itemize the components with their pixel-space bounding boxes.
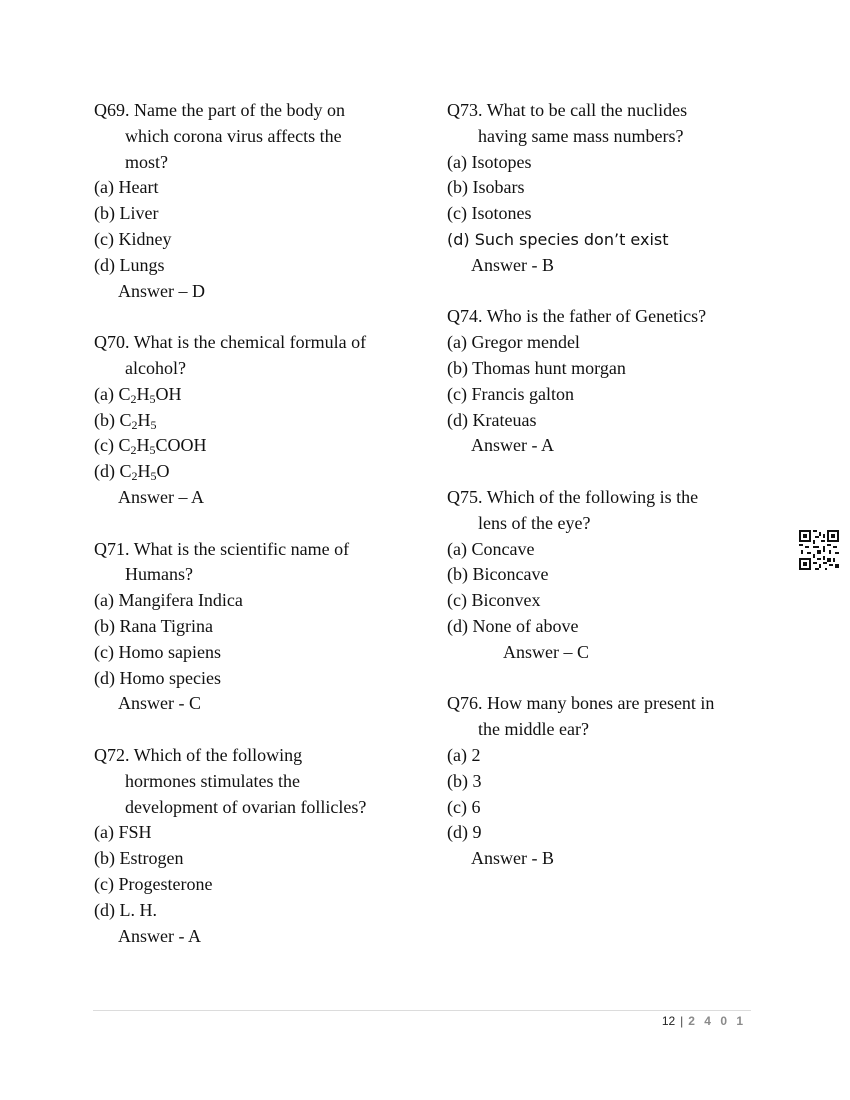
option-b: (b) Isobars bbox=[447, 177, 525, 198]
page-number: 12 bbox=[661, 1014, 676, 1028]
question-block-q70 bbox=[94, 330, 414, 511]
option-b: (b) 3 bbox=[447, 770, 482, 791]
question-text: Q76. How many bones are present in bbox=[447, 693, 715, 714]
option-c: (c) Kidney bbox=[94, 228, 172, 249]
option-d: (d) $C_2H_5O$ bbox=[94, 461, 170, 484]
option-c: (c) Isotones bbox=[447, 203, 532, 224]
option-c: (c) Homo sapiens bbox=[94, 641, 221, 662]
right-column bbox=[447, 98, 777, 872]
question-text: Q74. Who is the father of Genetics? bbox=[447, 306, 707, 327]
document-code: 2 4 0 1 bbox=[688, 1014, 746, 1028]
question-text: Q69. Name the part of the body on bbox=[94, 100, 345, 120]
option-b: (b) $C_2H_5$ bbox=[94, 409, 157, 432]
option-d: (d) Such species don’t exist bbox=[447, 229, 669, 249]
question-block-q76 bbox=[447, 691, 777, 872]
option-c: (c) Biconvex bbox=[447, 590, 541, 611]
answer: Answer – C bbox=[503, 641, 589, 662]
question-block-q74 bbox=[447, 304, 777, 459]
question-block-q73 bbox=[447, 98, 777, 279]
question-text: Q73. What to be call the nuclides bbox=[447, 100, 688, 120]
option-b: (b) Thomas hunt morgan bbox=[447, 357, 626, 378]
option-a: (a) $C_2H_5OH$ bbox=[94, 383, 182, 406]
question-text-continued: Humans? bbox=[125, 564, 193, 585]
question-text: Q71. What is the scientific name of bbox=[94, 538, 350, 559]
qr-code-icon[interactable] bbox=[799, 530, 839, 570]
question-text-continued: most? bbox=[125, 151, 168, 172]
question-text-continued: hormones stimulates the bbox=[125, 770, 300, 791]
option-d: (d) L. H. bbox=[94, 899, 157, 920]
option-a: (a) Gregor mendel bbox=[447, 332, 580, 353]
question-text-continued: the middle ear? bbox=[478, 719, 589, 740]
option-c: (c) Francis galton bbox=[447, 383, 574, 404]
answer: Answer - B bbox=[471, 848, 554, 869]
option-c: (c) 6 bbox=[447, 796, 481, 817]
option-a: (a) Concave bbox=[447, 538, 535, 559]
option-c: (c) $C_2H_5COOH$ bbox=[94, 435, 207, 458]
option-a: (a) Heart bbox=[94, 177, 159, 198]
option-a: (a) Isotopes bbox=[447, 151, 532, 172]
question-text: Q70. What is the chemical formula of bbox=[94, 332, 367, 353]
question-block-q75 bbox=[447, 485, 777, 666]
option-a: (a) FSH bbox=[94, 822, 152, 843]
question-block-q72 bbox=[94, 743, 414, 949]
option-d: (d) Homo species bbox=[94, 667, 221, 688]
footer-separator: | bbox=[680, 1014, 684, 1028]
question-text: Q72. Which of the following bbox=[94, 744, 303, 765]
option-b: (b) Liver bbox=[94, 203, 159, 224]
question-text-continued: lens of the eye? bbox=[478, 512, 591, 533]
option-a: (a) 2 bbox=[447, 744, 481, 765]
question-text-continued: which corona virus affects the bbox=[125, 125, 342, 146]
answer: Answer – D bbox=[118, 280, 205, 301]
option-d: (d) Lungs bbox=[94, 254, 165, 275]
question-block-q71 bbox=[94, 537, 414, 718]
question-text-continued: development of ovarian follicles? bbox=[125, 796, 367, 817]
option-a: (a) Mangifera Indica bbox=[94, 590, 243, 611]
left-column bbox=[94, 98, 414, 949]
option-d: (d) Krateuas bbox=[447, 409, 537, 430]
option-d: (d) None of above bbox=[447, 615, 579, 636]
answer: Answer - B bbox=[471, 254, 554, 275]
question-text-continued: alcohol? bbox=[125, 357, 186, 378]
answer: Answer – A bbox=[118, 486, 204, 507]
answer: Answer - A bbox=[471, 435, 554, 456]
question-block-q69 bbox=[94, 98, 414, 304]
answer: Answer - A bbox=[118, 925, 201, 946]
answer: Answer - C bbox=[118, 693, 201, 714]
option-b: (b) Rana Tigrina bbox=[94, 615, 213, 636]
footer-divider bbox=[93, 1010, 751, 1011]
question-text: Q75. Which of the following is the bbox=[447, 486, 699, 507]
option-c: (c) Progesterone bbox=[94, 873, 213, 894]
page-footer bbox=[662, 1014, 746, 1028]
option-b: (b) Estrogen bbox=[94, 848, 184, 869]
option-d: (d) 9 bbox=[447, 822, 482, 843]
question-text-continued: having same mass numbers? bbox=[478, 125, 684, 146]
option-b: (b) Biconcave bbox=[447, 564, 549, 585]
